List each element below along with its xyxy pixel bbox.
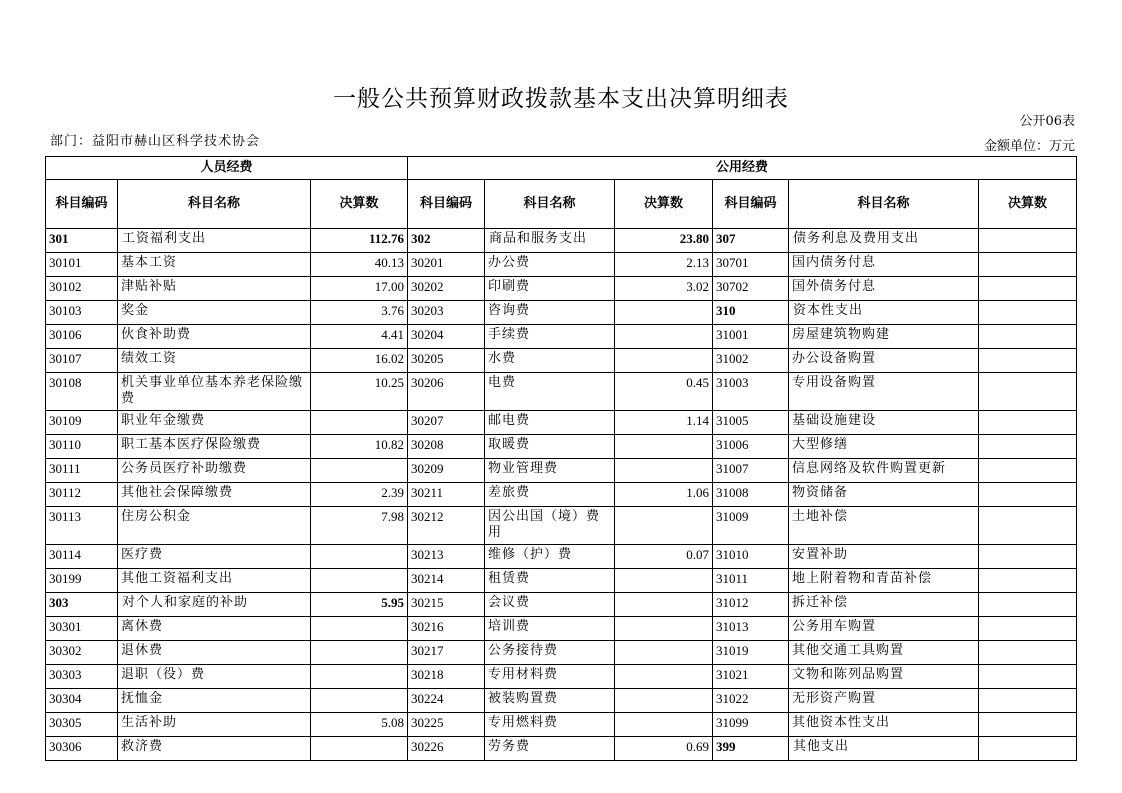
subject-name-cell: 因公出国（境）费用 xyxy=(485,507,615,545)
table-row xyxy=(46,349,1077,373)
amount-cell xyxy=(979,435,1077,459)
amount-cell xyxy=(311,569,408,593)
amount-cell: 2.39 xyxy=(311,483,408,507)
subject-code-cell: 30208 xyxy=(408,435,485,459)
subject-name-cell: 地上附着物和青苗补偿 xyxy=(789,569,979,593)
amount-cell xyxy=(979,411,1077,435)
subject-name-cell: 离休费 xyxy=(118,617,311,641)
col-header-code: 科目编码 xyxy=(46,180,118,229)
subject-name-cell: 专用设备购置 xyxy=(789,373,979,411)
subject-code-cell: 31008 xyxy=(713,483,789,507)
subject-code-cell: 31013 xyxy=(713,617,789,641)
subject-code-cell: 31099 xyxy=(713,713,789,737)
amount-cell: 4.41 xyxy=(311,325,408,349)
subject-code-cell: 30199 xyxy=(46,569,118,593)
subject-name-cell: 物业管理费 xyxy=(485,459,615,483)
subject-code-cell: 30107 xyxy=(46,349,118,373)
subject-code-cell: 30215 xyxy=(408,593,485,617)
col-header-name: 科目名称 xyxy=(485,180,615,229)
subject-code-cell: 30201 xyxy=(408,253,485,277)
amount-cell xyxy=(979,459,1077,483)
amount-cell: 10.82 xyxy=(311,435,408,459)
table-row xyxy=(46,301,1077,325)
amount-cell xyxy=(311,737,408,761)
subject-name-cell: 文物和陈列品购置 xyxy=(789,665,979,689)
amount-cell: 16.02 xyxy=(311,349,408,373)
table-row xyxy=(46,617,1077,641)
amount-cell: 0.07 xyxy=(615,545,713,569)
subject-code-cell: 30109 xyxy=(46,411,118,435)
subject-code-cell: 30702 xyxy=(713,277,789,301)
subject-name-cell: 奖金 xyxy=(118,301,311,325)
subject-code-cell: 399 xyxy=(713,737,789,761)
amount-cell xyxy=(979,641,1077,665)
subject-name-cell: 国外债务付息 xyxy=(789,277,979,301)
subject-name-cell: 公务接待费 xyxy=(485,641,615,665)
table-row xyxy=(46,373,1077,411)
subject-code-cell: 30213 xyxy=(408,545,485,569)
amount-cell: 112.76 xyxy=(311,229,408,253)
amount-cell xyxy=(615,689,713,713)
subject-name-cell: 退休费 xyxy=(118,641,311,665)
table-row xyxy=(46,545,1077,569)
table-row xyxy=(46,569,1077,593)
subject-name-cell: 职业年金缴费 xyxy=(118,411,311,435)
subject-code-cell: 30108 xyxy=(46,373,118,411)
subject-name-cell: 无形资产购置 xyxy=(789,689,979,713)
table-row xyxy=(46,459,1077,483)
subject-name-cell: 住房公积金 xyxy=(118,507,311,545)
subject-code-cell: 30205 xyxy=(408,349,485,373)
subject-code-cell: 30303 xyxy=(46,665,118,689)
subject-name-cell: 维修（护）费 xyxy=(485,545,615,569)
subject-code-cell: 303 xyxy=(46,593,118,617)
subject-code-cell: 31010 xyxy=(713,545,789,569)
department-label: 部门：益阳市赫山区科学技术协会 xyxy=(50,134,261,149)
subject-name-cell: 其他交通工具购置 xyxy=(789,641,979,665)
subject-code-cell: 31007 xyxy=(713,459,789,483)
subject-code-cell: 30114 xyxy=(46,545,118,569)
subject-name-cell: 咨询费 xyxy=(485,301,615,325)
subject-code-cell: 30102 xyxy=(46,277,118,301)
subject-name-cell: 培训费 xyxy=(485,617,615,641)
amount-cell xyxy=(615,665,713,689)
subject-name-cell: 对个人和家庭的补助 xyxy=(118,593,311,617)
subject-name-cell: 绩效工资 xyxy=(118,349,311,373)
subject-code-cell: 30224 xyxy=(408,689,485,713)
col-header-code: 科目编码 xyxy=(713,180,789,229)
col-header-amount: 决算数 xyxy=(311,180,408,229)
subject-code-cell: 30204 xyxy=(408,325,485,349)
amount-cell xyxy=(311,641,408,665)
subject-code-cell: 30209 xyxy=(408,459,485,483)
amount-cell: 2.13 xyxy=(615,253,713,277)
amount-cell xyxy=(311,689,408,713)
amount-cell xyxy=(615,617,713,641)
table-row xyxy=(46,435,1077,459)
table-row xyxy=(46,483,1077,507)
subject-code-cell: 31021 xyxy=(713,665,789,689)
amount-cell xyxy=(979,373,1077,411)
subject-code-cell: 30203 xyxy=(408,301,485,325)
col-header-name: 科目名称 xyxy=(789,180,979,229)
subject-name-cell: 取暖费 xyxy=(485,435,615,459)
amount-cell xyxy=(979,593,1077,617)
table-row xyxy=(46,593,1077,617)
subject-name-cell: 退职（役）费 xyxy=(118,665,311,689)
subject-code-cell: 30112 xyxy=(46,483,118,507)
subject-code-cell: 30301 xyxy=(46,617,118,641)
expenditure-table xyxy=(45,156,1077,761)
subject-name-cell: 租赁费 xyxy=(485,569,615,593)
amount-cell xyxy=(615,507,713,545)
group-header-personnel: 人员经费 xyxy=(46,157,408,180)
amount-cell xyxy=(311,459,408,483)
subject-name-cell: 津贴补贴 xyxy=(118,277,311,301)
subject-name-cell: 公务员医疗补助缴费 xyxy=(118,459,311,483)
table-row xyxy=(46,229,1077,253)
subject-name-cell: 劳务费 xyxy=(485,737,615,761)
subject-code-cell: 30218 xyxy=(408,665,485,689)
amount-cell xyxy=(979,737,1077,761)
subject-code-cell: 31012 xyxy=(713,593,789,617)
amount-unit: 金额单位：万元 xyxy=(983,139,1075,154)
subject-name-cell: 其他工资福利支出 xyxy=(118,569,311,593)
subject-name-cell: 商品和服务支出 xyxy=(485,229,615,253)
subject-code-cell: 307 xyxy=(713,229,789,253)
table-row xyxy=(46,325,1077,349)
table-row xyxy=(46,689,1077,713)
col-header-code: 科目编码 xyxy=(408,180,485,229)
amount-cell xyxy=(979,545,1077,569)
subject-code-cell: 30305 xyxy=(46,713,118,737)
amount-cell xyxy=(615,593,713,617)
subject-name-cell: 资本性支出 xyxy=(789,301,979,325)
subject-name-cell: 生活补助 xyxy=(118,713,311,737)
subject-code-cell: 30304 xyxy=(46,689,118,713)
subject-code-cell: 30207 xyxy=(408,411,485,435)
amount-cell: 0.69 xyxy=(615,737,713,761)
amount-cell xyxy=(615,325,713,349)
subject-name-cell: 抚恤金 xyxy=(118,689,311,713)
subject-code-cell: 30113 xyxy=(46,507,118,545)
amount-cell xyxy=(979,507,1077,545)
subject-code-cell: 31022 xyxy=(713,689,789,713)
amount-cell xyxy=(615,301,713,325)
amount-cell: 23.80 xyxy=(615,229,713,253)
amount-cell: 3.02 xyxy=(615,277,713,301)
table-row xyxy=(46,277,1077,301)
subject-code-cell: 30106 xyxy=(46,325,118,349)
amount-cell: 1.06 xyxy=(615,483,713,507)
subject-code-cell: 31006 xyxy=(713,435,789,459)
amount-cell: 17.00 xyxy=(311,277,408,301)
subject-name-cell: 债务利息及费用支出 xyxy=(789,229,979,253)
subject-code-cell: 31011 xyxy=(713,569,789,593)
subject-code-cell: 30202 xyxy=(408,277,485,301)
subject-code-cell: 30206 xyxy=(408,373,485,411)
amount-cell: 3.76 xyxy=(311,301,408,325)
subject-name-cell: 水费 xyxy=(485,349,615,373)
amount-cell xyxy=(311,617,408,641)
col-header-amount: 决算数 xyxy=(615,180,713,229)
amount-cell: 40.13 xyxy=(311,253,408,277)
subject-code-cell: 30110 xyxy=(46,435,118,459)
subject-code-cell: 30225 xyxy=(408,713,485,737)
subject-code-cell: 31001 xyxy=(713,325,789,349)
subject-name-cell: 医疗费 xyxy=(118,545,311,569)
amount-cell xyxy=(979,665,1077,689)
amount-cell xyxy=(615,713,713,737)
amount-cell xyxy=(979,229,1077,253)
subject-name-cell: 基本工资 xyxy=(118,253,311,277)
subject-name-cell: 拆迁补偿 xyxy=(789,593,979,617)
subject-name-cell: 公务用车购置 xyxy=(789,617,979,641)
subject-name-cell: 电费 xyxy=(485,373,615,411)
subject-code-cell: 31019 xyxy=(713,641,789,665)
subject-name-cell: 其他支出 xyxy=(789,737,979,761)
subject-name-cell: 专用材料费 xyxy=(485,665,615,689)
subject-code-cell: 30111 xyxy=(46,459,118,483)
subject-name-cell: 专用燃料费 xyxy=(485,713,615,737)
subject-name-cell: 工资福利支出 xyxy=(118,229,311,253)
amount-cell: 5.08 xyxy=(311,713,408,737)
table-row xyxy=(46,737,1077,761)
subject-name-cell: 办公设备购置 xyxy=(789,349,979,373)
amount-cell: 1.14 xyxy=(615,411,713,435)
subject-name-cell: 差旅费 xyxy=(485,483,615,507)
subject-code-cell: 31005 xyxy=(713,411,789,435)
subject-name-cell: 大型修缮 xyxy=(789,435,979,459)
amount-cell xyxy=(311,545,408,569)
subject-name-cell: 伙食补助费 xyxy=(118,325,311,349)
amount-cell xyxy=(615,435,713,459)
subject-name-cell: 信息网络及软件购置更新 xyxy=(789,459,979,483)
amount-cell: 10.25 xyxy=(311,373,408,411)
amount-cell: 0.45 xyxy=(615,373,713,411)
table-row xyxy=(46,253,1077,277)
subject-code-cell: 30701 xyxy=(713,253,789,277)
subject-code-cell: 302 xyxy=(408,229,485,253)
table-row xyxy=(46,507,1077,545)
subject-code-cell: 30211 xyxy=(408,483,485,507)
subject-name-cell: 房屋建筑物购建 xyxy=(789,325,979,349)
subject-name-cell: 邮电费 xyxy=(485,411,615,435)
subject-name-cell: 职工基本医疗保险缴费 xyxy=(118,435,311,459)
subject-code-cell: 30302 xyxy=(46,641,118,665)
amount-cell xyxy=(979,689,1077,713)
amount-cell xyxy=(979,253,1077,277)
amount-cell xyxy=(311,411,408,435)
subject-code-cell: 30103 xyxy=(46,301,118,325)
subject-name-cell: 救济费 xyxy=(118,737,311,761)
subject-name-cell: 会议费 xyxy=(485,593,615,617)
amount-cell: 5.95 xyxy=(311,593,408,617)
subject-code-cell: 30306 xyxy=(46,737,118,761)
table-row xyxy=(46,665,1077,689)
col-header-amount: 决算数 xyxy=(979,180,1077,229)
amount-cell xyxy=(979,277,1077,301)
subject-name-cell: 机关事业单位基本养老保险缴费 xyxy=(118,373,311,411)
table-body xyxy=(46,229,1077,761)
form-number: 公开06表 xyxy=(1019,114,1075,129)
amount-cell xyxy=(979,569,1077,593)
col-header-name: 科目名称 xyxy=(118,180,311,229)
group-header-public: 公用经费 xyxy=(408,157,1077,180)
subject-code-cell: 310 xyxy=(713,301,789,325)
table-row xyxy=(46,713,1077,737)
subject-name-cell: 物资储备 xyxy=(789,483,979,507)
page-title: 一般公共预算财政拨款基本支出决算明细表 xyxy=(333,86,789,112)
subject-name-cell: 基础设施建设 xyxy=(789,411,979,435)
amount-cell xyxy=(311,665,408,689)
amount-cell xyxy=(979,483,1077,507)
subject-code-cell: 31003 xyxy=(713,373,789,411)
subject-name-cell: 国内债务付息 xyxy=(789,253,979,277)
amount-cell xyxy=(979,301,1077,325)
subject-name-cell: 办公费 xyxy=(485,253,615,277)
subject-code-cell: 301 xyxy=(46,229,118,253)
subject-code-cell: 30101 xyxy=(46,253,118,277)
subject-name-cell: 安置补助 xyxy=(789,545,979,569)
subject-name-cell: 其他社会保障缴费 xyxy=(118,483,311,507)
subject-code-cell: 30212 xyxy=(408,507,485,545)
amount-cell xyxy=(615,569,713,593)
table-row xyxy=(46,641,1077,665)
subject-code-cell: 31009 xyxy=(713,507,789,545)
amount-cell xyxy=(979,617,1077,641)
subject-code-cell: 30226 xyxy=(408,737,485,761)
subject-name-cell: 被装购置费 xyxy=(485,689,615,713)
amount-cell xyxy=(615,349,713,373)
subject-code-cell: 31002 xyxy=(713,349,789,373)
amount-cell xyxy=(979,349,1077,373)
amount-cell xyxy=(979,713,1077,737)
subject-name-cell: 土地补偿 xyxy=(789,507,979,545)
subject-name-cell: 手续费 xyxy=(485,325,615,349)
subject-name-cell: 印刷费 xyxy=(485,277,615,301)
table-row xyxy=(46,411,1077,435)
amount-cell: 7.98 xyxy=(311,507,408,545)
amount-cell xyxy=(615,459,713,483)
subject-name-cell: 其他资本性支出 xyxy=(789,713,979,737)
subject-code-cell: 30214 xyxy=(408,569,485,593)
subject-code-cell: 30216 xyxy=(408,617,485,641)
amount-cell xyxy=(979,325,1077,349)
amount-cell xyxy=(615,641,713,665)
subject-code-cell: 30217 xyxy=(408,641,485,665)
